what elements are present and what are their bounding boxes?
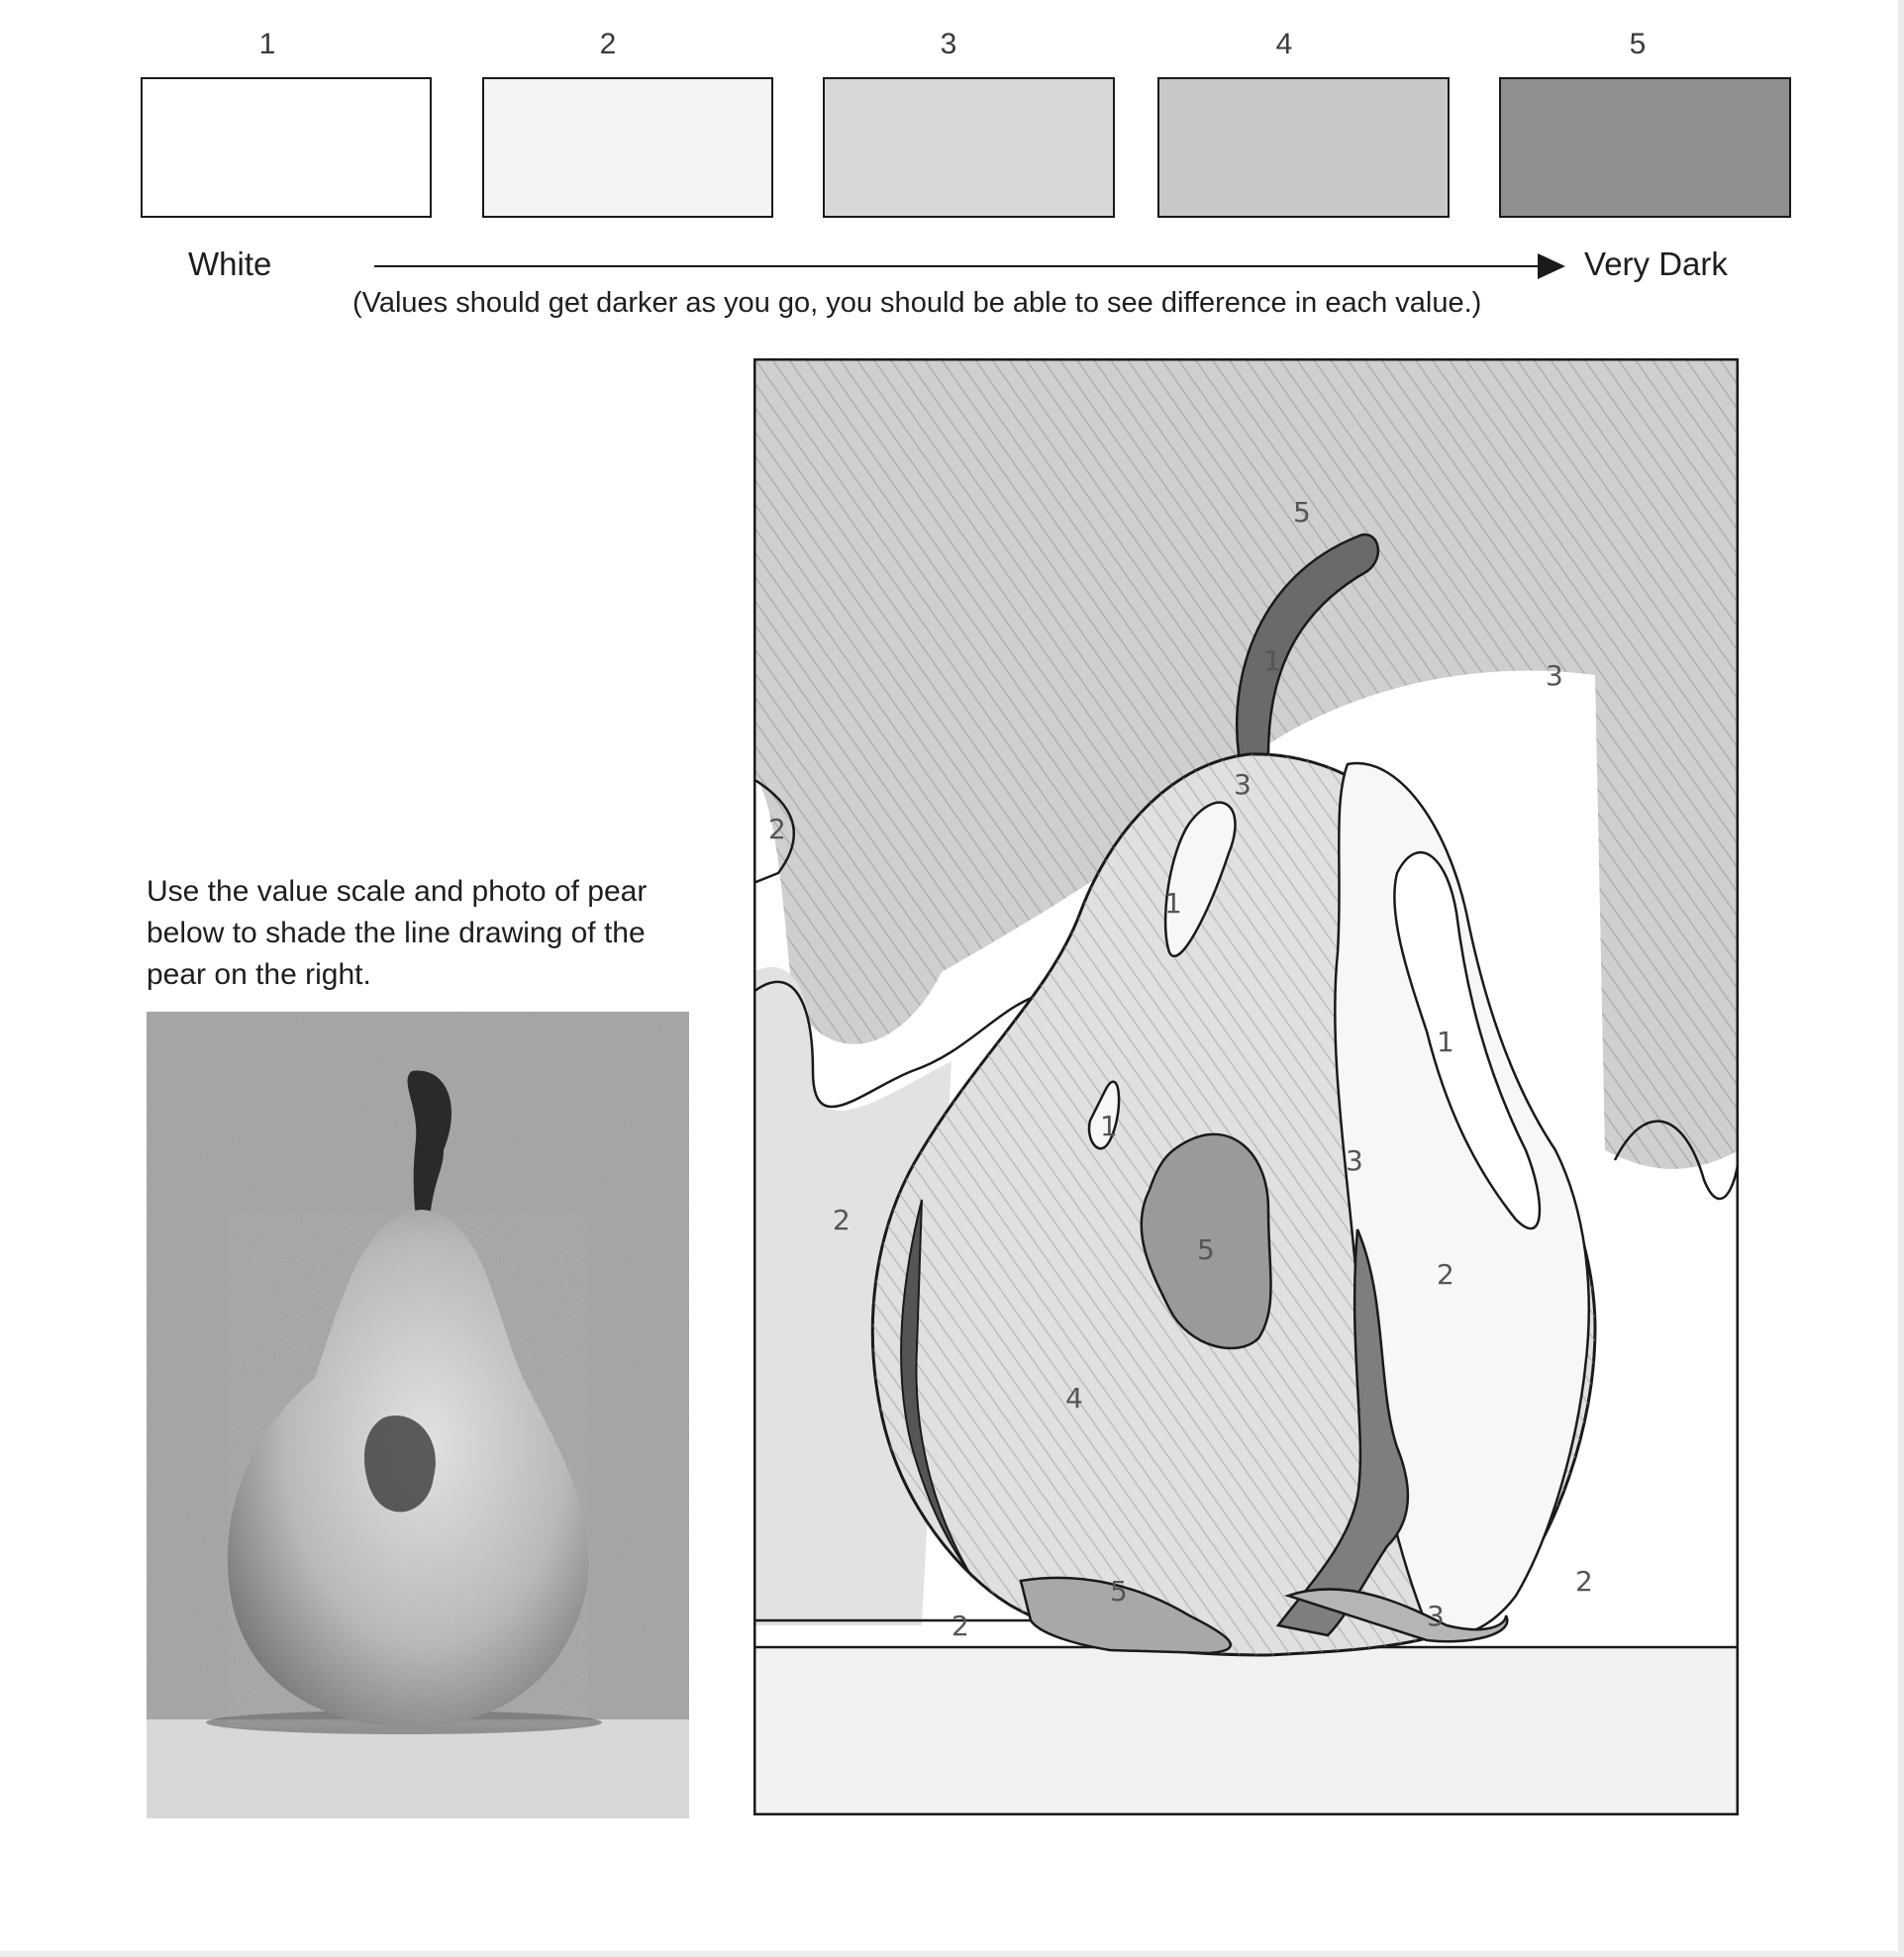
scale-box-5 [1499,77,1791,218]
scale-number-4: 4 [1275,28,1293,60]
scale-box-1 [141,77,432,218]
region-label: 2 [833,1204,851,1236]
page-edge [1898,0,1904,1957]
scale-box-3 [823,77,1115,218]
region-label: 3 [1234,768,1252,801]
region-label: 2 [952,1610,969,1642]
instructions-text: Use the value scale and photo of pear below to shade the line drawing of the pear on the right. [147,875,648,991]
region-label: 3 [1346,1144,1363,1177]
region-label: 3 [1546,659,1563,692]
region-label: 1 [1263,644,1281,677]
region-label: 1 [1437,1026,1454,1058]
scale-number-5: 5 [1629,28,1647,60]
page-bottom-edge [0,1951,1904,1957]
arrow-right-icon [1538,253,1565,279]
region-label: 1 [1100,1110,1118,1142]
scale-box-2 [482,77,773,218]
scale-number-3: 3 [940,28,957,60]
scale-arrow-line [374,265,1538,267]
region-label: 4 [1065,1382,1083,1415]
scale-start-label: White [188,245,272,282]
scale-end-label: Very Dark [1584,245,1728,282]
region-label: 3 [1427,1600,1445,1632]
region-label: 2 [1437,1258,1454,1291]
region-label: 5 [1197,1233,1215,1266]
scale-number-2: 2 [599,28,617,60]
region-label: 5 [1110,1575,1128,1608]
region-label: 5 [1293,496,1311,529]
region-label: 2 [768,813,786,845]
pear-photo [147,1012,689,1818]
region-label: 2 [1575,1565,1593,1598]
scale-number-1: 1 [258,28,276,60]
region-label: 1 [1164,887,1182,920]
scale-note: (Values should get darker as you go, you should be able to see difference in each value.) [352,287,1482,319]
pear-line-drawing [753,358,1739,1815]
scale-box-4 [1157,77,1450,218]
